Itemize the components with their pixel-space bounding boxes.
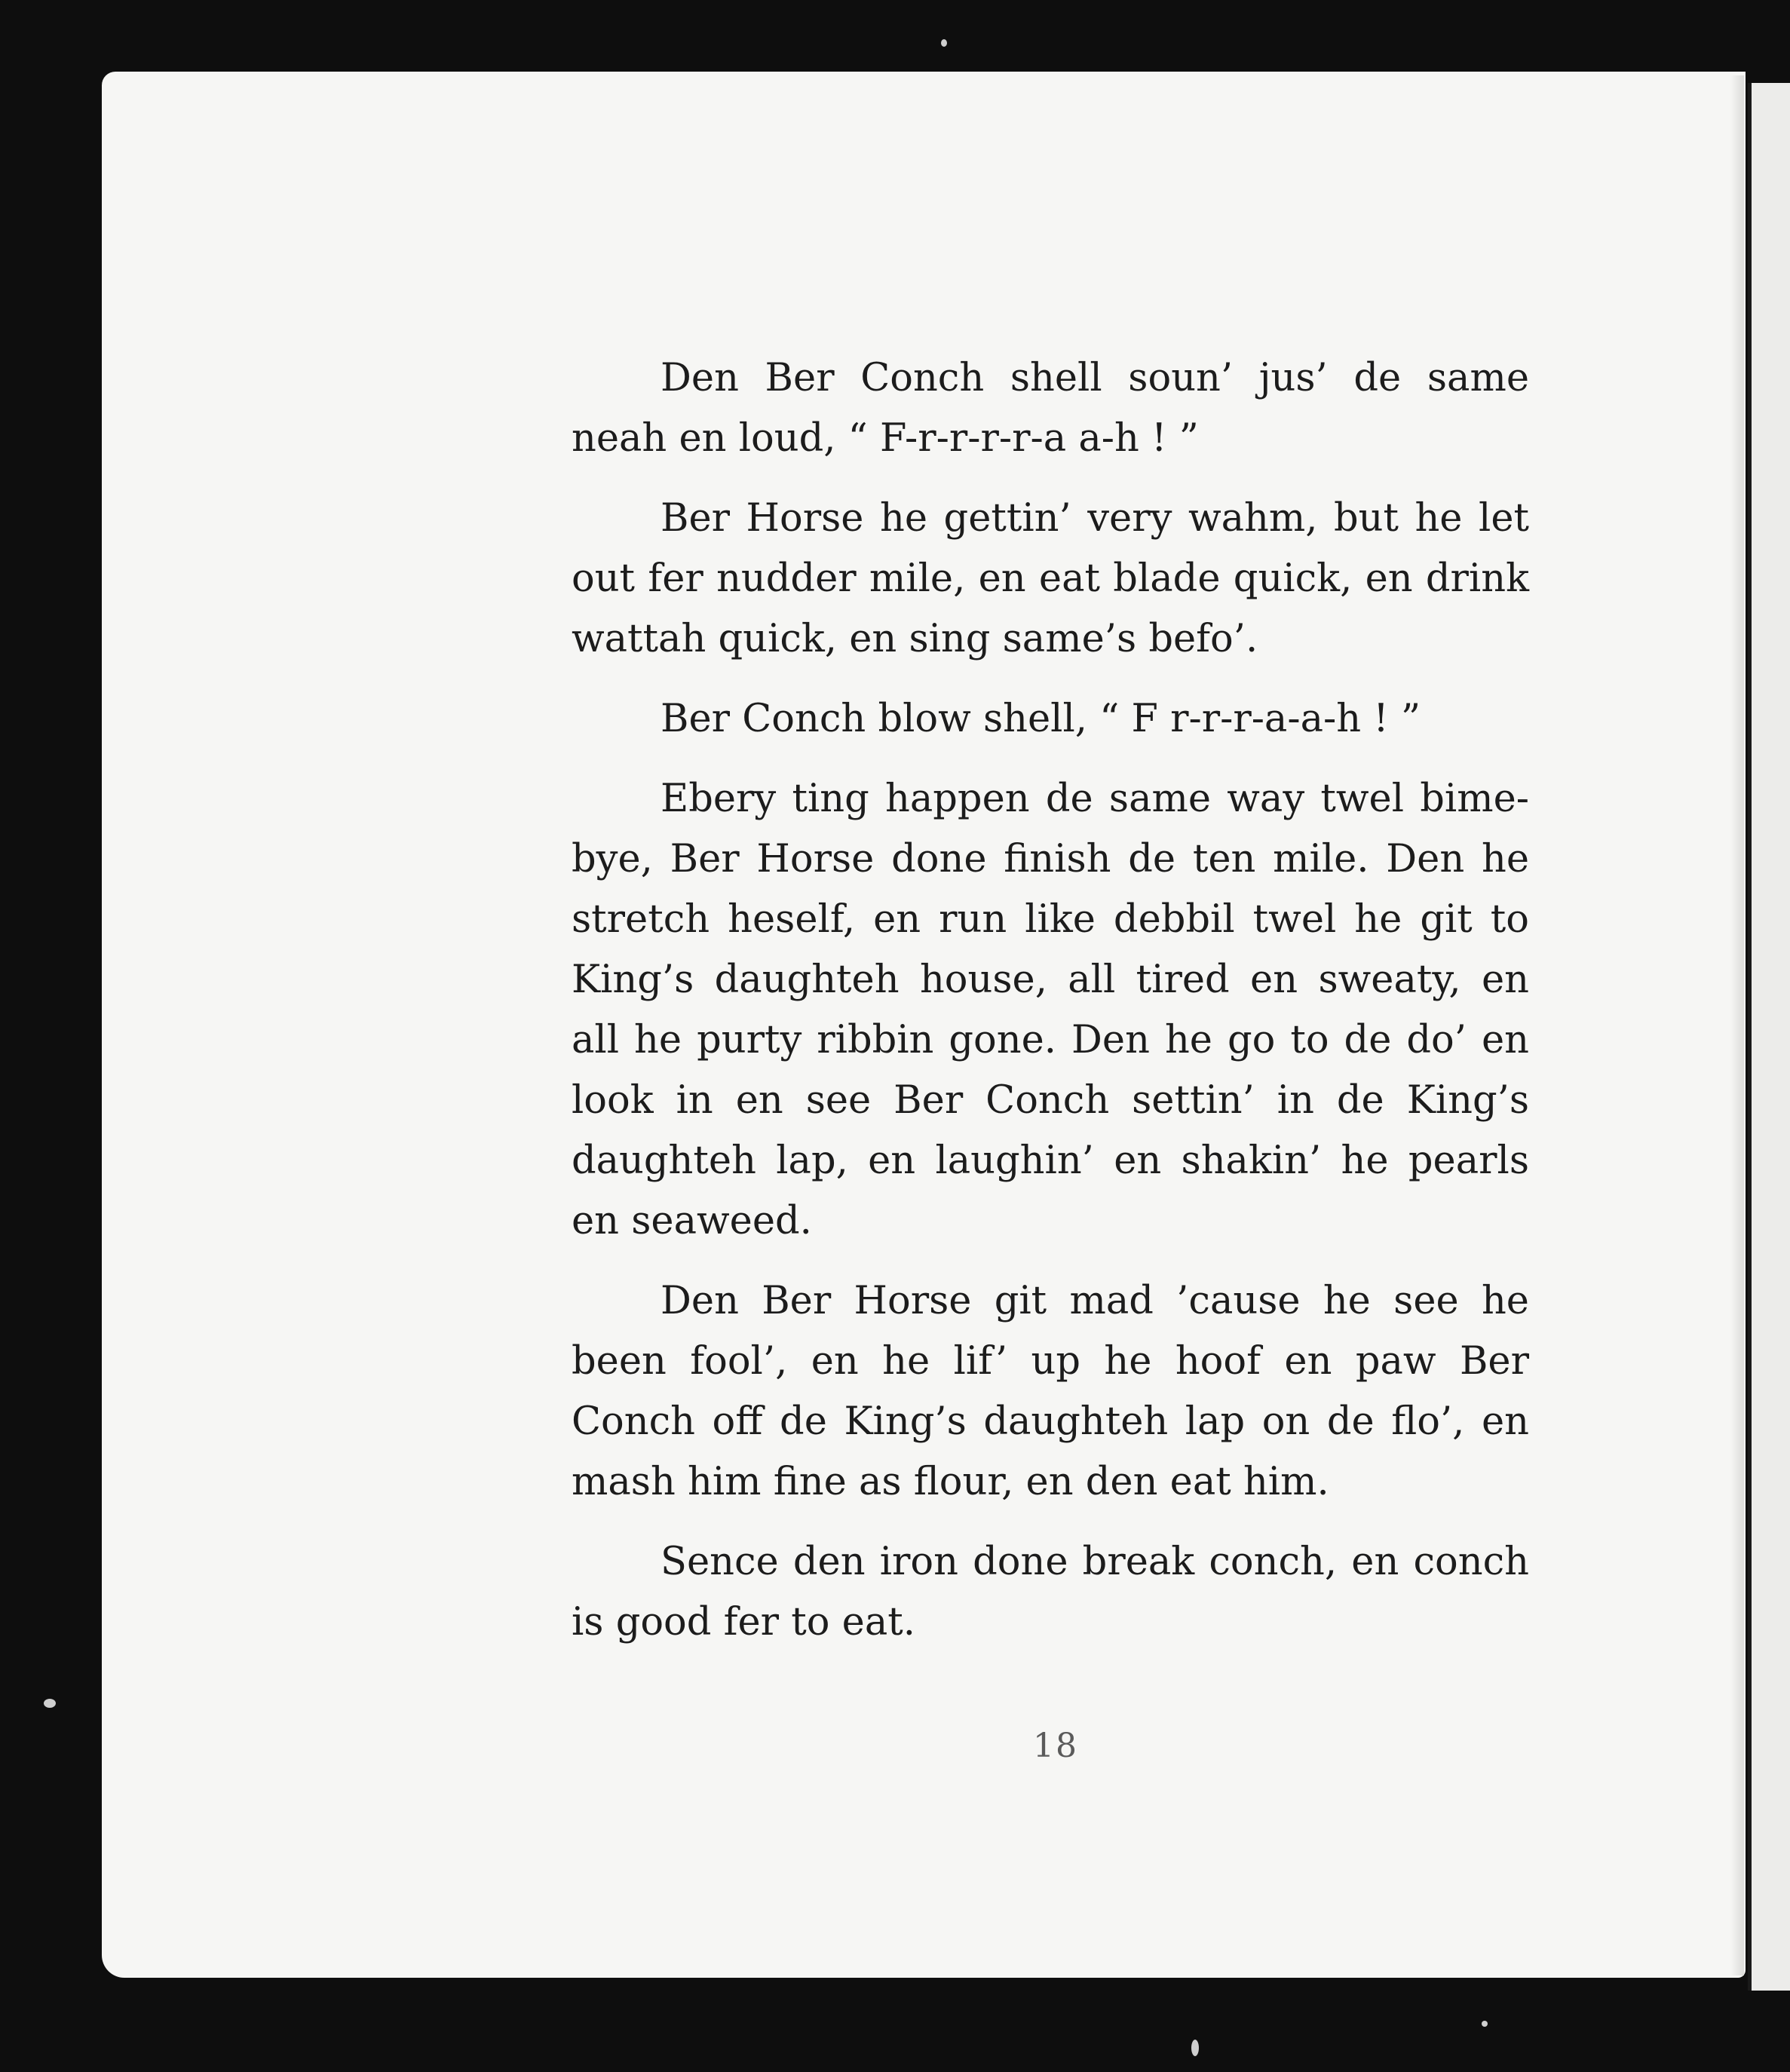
- paragraph: Ber Conch blow shell, “ F r-r-r-a-a-h ! ”: [661, 697, 1421, 741]
- dust-speck: [44, 1699, 56, 1708]
- paragraph: Den Ber Conch shell soun’ jus’ de same neah en loud, “ F-r-r-r-r-a a-h ! ”: [572, 356, 1529, 461]
- paragraph: Ber Horse he gettin’ very wahm, but he let out fer nudder mile, en eat blade quick, en drink wattah quick, en sing same’s befo’.: [572, 496, 1529, 661]
- adjacent-page-edge: [1748, 83, 1790, 1991]
- story-text: [572, 348, 1529, 1672]
- page-gutter-shadow: [1730, 75, 1744, 1975]
- dust-speck: [941, 39, 947, 47]
- page-number: 18: [1033, 1727, 1078, 1765]
- dust-speck: [1191, 2040, 1199, 2056]
- paragraph: Ebery ting happen de same way twel bime-bye, Ber Horse done finish de ten mile. Den he stretch heself, en run like debbil twel he git to King’s daughteh house, all tired en sweaty, en all he purty ribbin gone. Den he go to de do’ en look in en see Ber Conch settin’ in de King’s daughteh lap, en laughin’ en shakin’ he pearls en seaweed.: [572, 777, 1529, 1243]
- paragraph: Den Ber Horse git mad ’cause he see he been fool’, en he lif’ up he hoof en paw Ber Conch off de King’s daughteh lap on de flo’, en mash him fine as flour, en den eat him.: [572, 1279, 1529, 1504]
- dust-speck: [1482, 2021, 1488, 2027]
- paragraph: Sence den iron done break conch, en conch is good fer to eat.: [572, 1540, 1529, 1644]
